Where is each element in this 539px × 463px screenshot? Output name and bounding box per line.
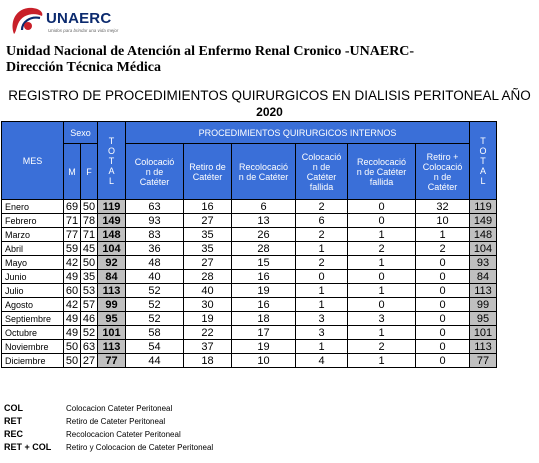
procedure-count-cell: 37: [184, 340, 232, 354]
procedure-count-cell: 2: [296, 228, 348, 242]
procedure-count-cell: 32: [416, 200, 470, 214]
procedure-count-cell: 58: [126, 326, 184, 340]
legend-abbreviation: COL: [4, 403, 23, 413]
procedure-count-cell: 0: [348, 214, 416, 228]
female-count-cell: 78: [81, 214, 98, 228]
procedure-count-cell: 0: [416, 284, 470, 298]
procedure-count-cell: 1: [416, 228, 470, 242]
female-count-cell: 52: [81, 326, 98, 340]
male-count-cell: 42: [64, 256, 81, 270]
procedure-count-cell: 4: [296, 354, 348, 368]
month-cell: Agosto: [2, 298, 64, 312]
table-row: [2, 340, 497, 354]
procedure-count-cell: 35: [184, 228, 232, 242]
procedure-count-cell: 0: [348, 298, 416, 312]
procedure-header-line: n de Catéter: [238, 171, 289, 182]
procedure-count-cell: 6: [232, 200, 296, 214]
procedure-count-cell: 93: [126, 214, 184, 228]
col-header-sexo: Sexo: [64, 122, 98, 144]
month-cell: Enero: [2, 200, 64, 214]
report-title-line: REGISTRO DE PROCEDIMIENTOS QUIRURGICOS EN DIALISIS PERITONEAL AÑO: [8, 88, 531, 103]
procedure-count-cell: 6: [296, 214, 348, 228]
sex-total-cell: 113: [98, 284, 126, 298]
procedure-header-line: n de: [433, 171, 452, 182]
female-count-cell: 63: [81, 340, 98, 354]
org-department: Dirección Técnica Médica: [6, 60, 161, 75]
procedure-count-cell: 0: [348, 200, 416, 214]
procedure-count-cell: 0: [416, 312, 470, 326]
procedure-header-line: Retiro +: [426, 151, 459, 162]
procedure-count-cell: 2: [348, 340, 416, 354]
procedure-header-line: Catéter: [139, 176, 170, 187]
procedure-count-cell: 19: [232, 284, 296, 298]
procedure-total-cell: 149: [470, 214, 497, 228]
procedure-count-cell: 3: [296, 312, 348, 326]
sex-total-cell: 149: [98, 214, 126, 228]
procedure-header-line: fallida: [369, 176, 394, 187]
procedure-count-cell: 19: [184, 312, 232, 326]
legend-description: Recolocacion Cateter Peritoneal: [66, 430, 181, 439]
female-count-cell: 35: [81, 270, 98, 284]
procedure-count-cell: 1: [296, 340, 348, 354]
total-letter: T: [480, 135, 486, 146]
col-header-procedure: [232, 144, 296, 200]
procedure-count-cell: 10: [232, 354, 296, 368]
procedure-count-cell: 19: [232, 340, 296, 354]
procedure-count-cell: 27: [184, 214, 232, 228]
col-header-procedure: [296, 144, 348, 200]
procedure-count-cell: 0: [416, 270, 470, 284]
procedure-count-cell: 27: [184, 256, 232, 270]
procedure-total-cell: 101: [470, 326, 497, 340]
procedure-count-cell: 2: [348, 242, 416, 256]
procedure-total-cell: 119: [470, 200, 497, 214]
table-row: [2, 284, 497, 298]
sex-total-cell: 101: [98, 326, 126, 340]
male-count-cell: 49: [64, 270, 81, 284]
sex-total-cell: 92: [98, 256, 126, 270]
table-row: [2, 298, 497, 312]
col-header-procedure: [126, 144, 184, 200]
procedure-header-line: fallida: [309, 181, 334, 192]
kidney-logo-icon: [8, 4, 48, 38]
procedure-header-line: Retiro de: [189, 161, 226, 172]
procedure-header-line: Catéter: [192, 171, 223, 182]
procedure-count-cell: 26: [232, 228, 296, 242]
procedure-count-cell: 3: [348, 312, 416, 326]
month-cell: Febrero: [2, 214, 64, 228]
procedure-header-line: Colocació: [301, 151, 342, 162]
month-cell: Noviembre: [2, 340, 64, 354]
female-count-cell: 45: [81, 242, 98, 256]
procedure-count-cell: 52: [126, 298, 184, 312]
female-count-cell: 46: [81, 312, 98, 326]
col-header-total: [98, 122, 126, 200]
report-year: 2020: [256, 105, 283, 119]
table-row: [2, 214, 497, 228]
procedure-count-cell: 0: [348, 270, 416, 284]
procedure-count-cell: 44: [126, 354, 184, 368]
procedure-header-line: Recolocació: [238, 161, 289, 172]
col-header-procedure: [184, 144, 232, 200]
total-letter: O: [479, 145, 487, 156]
procedure-count-cell: 17: [232, 326, 296, 340]
table-row: [2, 242, 497, 256]
female-count-cell: 50: [81, 256, 98, 270]
sex-total-cell: 95: [98, 312, 126, 326]
procedure-count-cell: 1: [348, 354, 416, 368]
procedure-count-cell: 16: [232, 298, 296, 312]
legend-abbreviation: RET: [4, 416, 22, 426]
table-row: [2, 200, 497, 214]
month-cell: Junio: [2, 270, 64, 284]
procedure-total-cell: 113: [470, 284, 497, 298]
procedure-count-cell: 52: [126, 284, 184, 298]
col-header-mes: MES: [2, 122, 64, 200]
procedure-header-line: n de Catéter: [356, 166, 407, 177]
procedure-count-cell: 0: [416, 354, 470, 368]
logo-wordmark: UNAERC: [46, 10, 112, 27]
sex-total-cell: 148: [98, 228, 126, 242]
table-row: [2, 270, 497, 284]
male-count-cell: 49: [64, 326, 81, 340]
legend-description: Retiro de Cateter Peritoneal: [66, 417, 166, 426]
table-row: [2, 256, 497, 270]
month-cell: Mayo: [2, 256, 64, 270]
procedure-count-cell: 30: [184, 298, 232, 312]
procedure-count-cell: 1: [348, 284, 416, 298]
col-header-procedure: [416, 144, 470, 200]
col-header-total-2: [470, 122, 497, 200]
table-row: [2, 354, 497, 368]
legend-abbreviation: RET + COL: [4, 442, 52, 452]
procedure-total-cell: 95: [470, 312, 497, 326]
procedure-header-line: Catéter: [427, 181, 458, 192]
total-letter: A: [479, 165, 486, 176]
legend-description: Colocacion Cateter Peritoneal: [66, 404, 173, 413]
female-count-cell: 53: [81, 284, 98, 298]
female-count-cell: 27: [81, 354, 98, 368]
male-count-cell: 42: [64, 298, 81, 312]
procedure-count-cell: 36: [126, 242, 184, 256]
procedure-count-cell: 40: [184, 284, 232, 298]
procedure-count-cell: 1: [348, 326, 416, 340]
female-count-cell: 71: [81, 228, 98, 242]
unaerc-logo: [8, 4, 128, 38]
organization-heading: [6, 44, 414, 76]
sex-total-cell: 104: [98, 242, 126, 256]
procedure-count-cell: 1: [348, 256, 416, 270]
procedure-count-cell: 2: [296, 256, 348, 270]
table-row: [2, 312, 497, 326]
procedure-count-cell: 3: [296, 326, 348, 340]
male-count-cell: 49: [64, 312, 81, 326]
total-letter: O: [107, 145, 115, 156]
month-cell: Abril: [2, 242, 64, 256]
procedure-count-cell: 0: [416, 340, 470, 354]
procedure-count-cell: 18: [184, 354, 232, 368]
org-name: Unidad Nacional de Atención al Enfermo Renal Cronico -UNAERC-: [6, 44, 415, 59]
col-header-procedure: [348, 144, 416, 200]
procedure-count-cell: 2: [296, 200, 348, 214]
male-count-cell: 69: [64, 200, 81, 214]
sex-total-cell: 99: [98, 298, 126, 312]
male-count-cell: 77: [64, 228, 81, 242]
procedure-count-cell: 83: [126, 228, 184, 242]
report-title: [0, 88, 539, 120]
procedure-count-cell: 35: [184, 242, 232, 256]
procedure-count-cell: 0: [296, 270, 348, 284]
procedure-count-cell: 48: [126, 256, 184, 270]
col-header-procedimientos: PROCEDIMIENTOS QUIRURGICOS INTERNOS: [126, 122, 470, 144]
sex-total-cell: 119: [98, 200, 126, 214]
procedure-count-cell: 16: [232, 270, 296, 284]
procedure-count-cell: 1: [348, 228, 416, 242]
procedure-count-cell: 0: [416, 298, 470, 312]
male-count-cell: 50: [64, 340, 81, 354]
month-cell: Julio: [2, 284, 64, 298]
procedure-header-line: Colocació: [134, 156, 175, 167]
male-count-cell: 50: [64, 354, 81, 368]
legend-abbreviation: REC: [4, 429, 24, 439]
procedure-count-cell: 10: [416, 214, 470, 228]
procedure-total-cell: 104: [470, 242, 497, 256]
procedure-count-cell: 0: [416, 256, 470, 270]
procedure-count-cell: 63: [126, 200, 184, 214]
procedure-count-cell: 1: [296, 298, 348, 312]
procedure-count-cell: 13: [232, 214, 296, 228]
total-letter: T: [108, 155, 115, 166]
procedure-count-cell: 28: [184, 270, 232, 284]
legend-description: Retiro y Colocacion de Cateter Peritoneal: [66, 443, 214, 452]
procedure-count-cell: 1: [296, 242, 348, 256]
month-cell: Marzo: [2, 228, 64, 242]
procedure-total-cell: 99: [470, 298, 497, 312]
procedure-header-line: n de: [145, 166, 164, 177]
month-cell: Octubre: [2, 326, 64, 340]
procedure-count-cell: 15: [232, 256, 296, 270]
procedure-total-cell: 77: [470, 354, 497, 368]
procedure-count-cell: 28: [232, 242, 296, 256]
procedures-table: [1, 121, 497, 368]
procedure-count-cell: 2: [416, 242, 470, 256]
female-count-cell: 50: [81, 200, 98, 214]
procedure-count-cell: 40: [126, 270, 184, 284]
procedure-total-cell: 93: [470, 256, 497, 270]
procedure-total-cell: 84: [470, 270, 497, 284]
total-letter: L: [480, 175, 486, 186]
procedure-total-cell: 113: [470, 340, 497, 354]
sex-total-cell: 113: [98, 340, 126, 354]
procedure-count-cell: 0: [416, 326, 470, 340]
procedure-count-cell: 54: [126, 340, 184, 354]
total-letter: T: [480, 155, 486, 166]
table-row: [2, 326, 497, 340]
procedure-count-cell: 1: [296, 284, 348, 298]
total-letter: T: [108, 135, 115, 146]
male-count-cell: 59: [64, 242, 81, 256]
female-count-cell: 57: [81, 298, 98, 312]
procedure-header-line: Colocació: [422, 161, 463, 172]
col-header-f: F: [81, 144, 98, 200]
col-header-m: M: [64, 144, 81, 200]
total-letter: A: [108, 165, 115, 176]
total-letter: L: [108, 175, 114, 186]
procedure-count-cell: 18: [232, 312, 296, 326]
month-cell: Septiembre: [2, 312, 64, 326]
sex-total-cell: 84: [98, 270, 126, 284]
procedure-count-cell: 22: [184, 326, 232, 340]
month-cell: Diciembre: [2, 354, 64, 368]
sex-total-cell: 77: [98, 354, 126, 368]
procedure-count-cell: 52: [126, 312, 184, 326]
table-row: [2, 228, 497, 242]
procedure-header-line: Catéter: [306, 171, 337, 182]
procedure-count-cell: 16: [184, 200, 232, 214]
male-count-cell: 71: [64, 214, 81, 228]
logo-tagline: Unidos para brindar una vida mejor: [48, 28, 119, 33]
procedure-total-cell: 148: [470, 228, 497, 242]
procedure-header-line: n de: [312, 161, 331, 172]
male-count-cell: 60: [64, 284, 81, 298]
procedure-header-line: Recolocació: [356, 156, 407, 167]
